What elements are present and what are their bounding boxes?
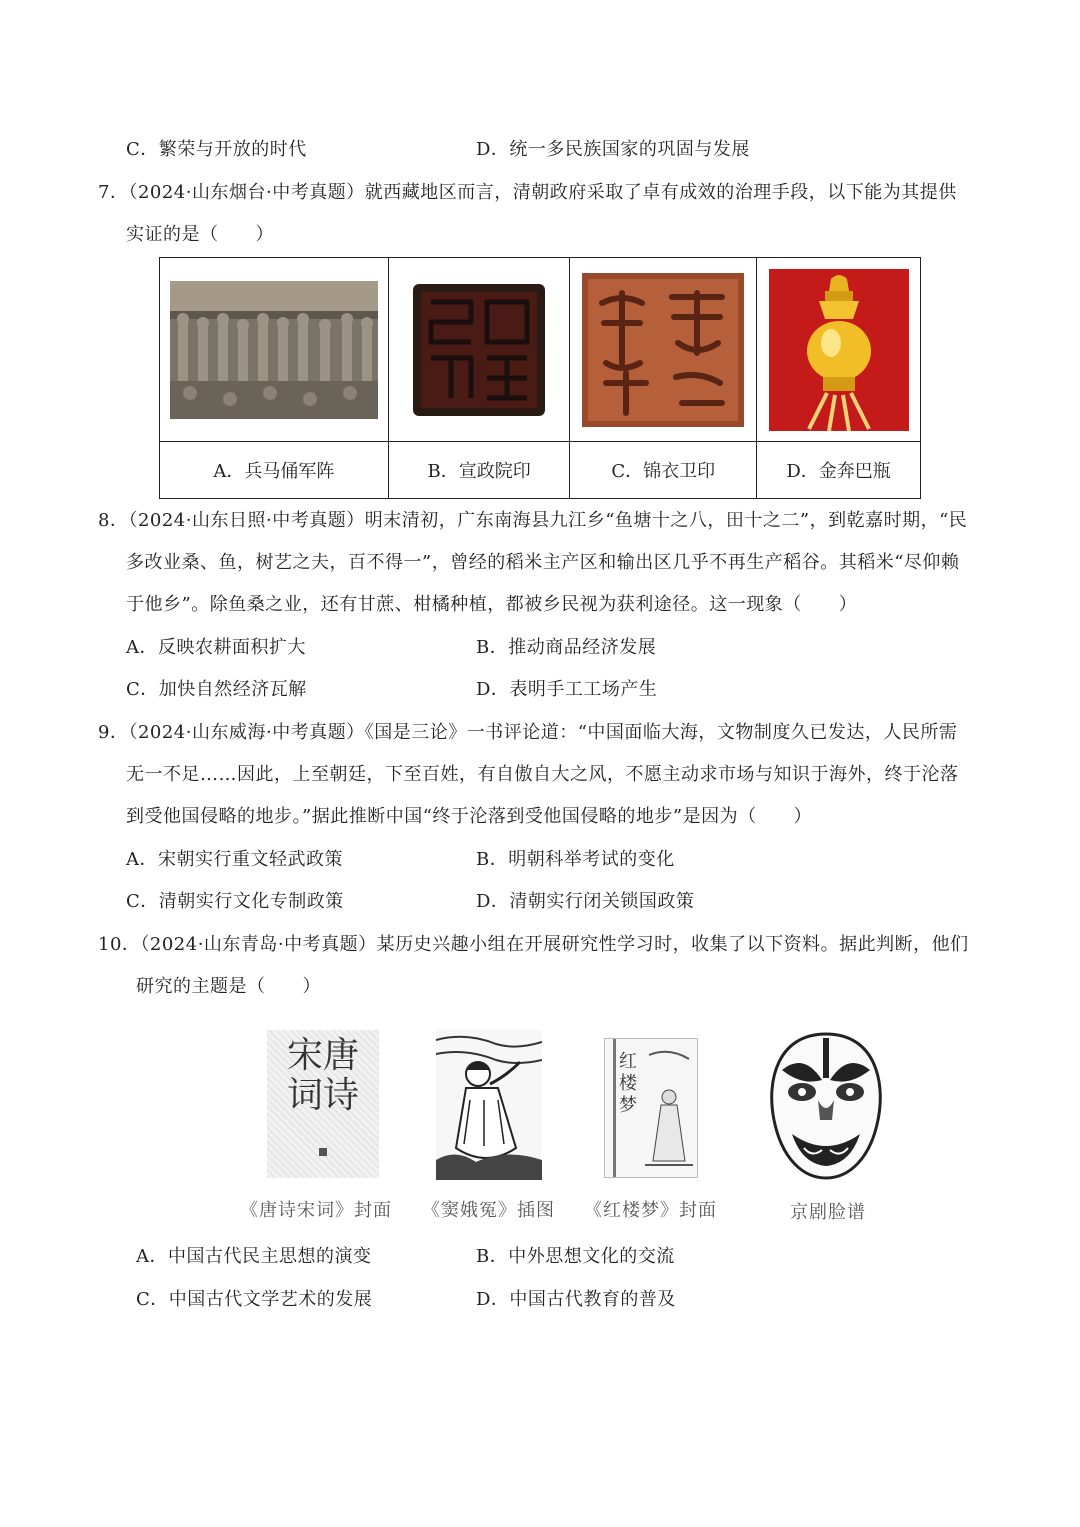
q8-stem-line2: 多改业桑、鱼，树艺之夫，百不得一”，曾经的稻米主产区和输出区几乎不再生产稻谷。其稻米“尽仰赖 <box>126 552 960 573</box>
q8-stem-line1: 8．（2024·山东日照·中考真题）明末清初，广东南海县九江乡“鱼塘十之八，田十之二”，到乾嘉时期，“民 <box>98 510 968 531</box>
q6-option-d: D．统一多民族国家的巩固与发展 <box>476 139 750 160</box>
q8-option-c: C．加快自然经济瓦解 <box>126 679 307 700</box>
q10-stem-line2: 研究的主题是（ ） <box>136 976 321 997</box>
q7-cell-a-image <box>160 258 389 442</box>
q9-option-c: C．清朝实行文化专制政策 <box>126 891 344 912</box>
q9-stem-line2: 无一不足……因此，上至朝廷，下至百姓，有自傲自大之风，不愿主动求市场与知识于海外，终于沦落 <box>126 764 959 785</box>
book3-title: 红楼梦 <box>619 1051 637 1116</box>
q9-option-d: D．清朝实行闭关锁国政策 <box>476 891 695 912</box>
caption-dou-e-illustration: 《窦娥冤》插图 <box>422 1200 555 1221</box>
q6-option-c: C．繁荣与开放的时代 <box>126 139 307 160</box>
xuanzhengyuan-seal-icon <box>411 282 547 418</box>
hong-lou-meng-cover <box>604 1038 698 1178</box>
q7-stem-line1: 7．（2024·山东烟台·中考真题）就西藏地区而言，清朝政府采取了卓有成效的治理手段，以下能为其提供 <box>98 182 957 203</box>
q7-option-b: B．宣政院印 <box>388 442 570 499</box>
dou-e-illustration-icon <box>436 1030 542 1180</box>
caption-tang-song-cover: 《唐诗宋词》封面 <box>240 1200 392 1221</box>
q7-option-c: C．锦衣卫印 <box>570 442 757 499</box>
lady-figure-icon <box>645 1047 693 1173</box>
q7-cell-d-image <box>757 258 921 442</box>
book1-title: 宋唐词诗 <box>287 1035 360 1116</box>
q7-option-d: D．金奔巴瓶 <box>757 442 921 499</box>
q7-option-a: A．兵马俑军阵 <box>160 442 389 499</box>
q7-stem-line2: 实证的是（ ） <box>126 224 274 245</box>
caption-hong-lou-meng-cover: 《红楼梦》封面 <box>584 1200 717 1221</box>
q9-stem-line1: 9．（2024·山东威海·中考真题）《国是三论》一书评论道：“中国面临大海，文物制度久已发达，人民所需 <box>98 722 958 743</box>
peking-opera-mask-icon <box>764 1030 888 1182</box>
q9-stem-line3: 到受他国侵略的地步。”据此推断中国“终于沦落到受他国侵略的地步”是因为（ ） <box>126 806 813 827</box>
q7-cell-c-image <box>570 258 757 442</box>
q8-option-b: B．推动商品经济发展 <box>476 637 657 658</box>
tang-song-book-cover <box>267 1030 379 1178</box>
q7-cell-b-image <box>388 258 570 442</box>
q10-option-c: C．中国古代文学艺术的发展 <box>136 1289 373 1310</box>
q10-option-d: D．中国古代教育的普及 <box>476 1289 676 1310</box>
q10-stem-line1: 10．（2024·山东青岛·中考真题）某历史兴趣小组在开展研究性学习时，收集了以下资料。据此判断，他们 <box>98 934 969 955</box>
terracotta-army-icon <box>170 281 378 419</box>
q10-option-a: A．中国古代民主思想的演变 <box>136 1246 372 1267</box>
q9-option-b: B．明朝科举考试的变化 <box>476 849 675 870</box>
q8-option-d: D．表明手工工场产生 <box>476 679 658 700</box>
book1-seal-icon <box>319 1148 327 1156</box>
q8-option-a: A．反映农耕面积扩大 <box>126 637 306 658</box>
q8-stem-line3: 于他乡”。除鱼桑之业，还有甘蔗、柑橘种植，都被乡民视为获利途径。这一现象（ ） <box>126 594 858 615</box>
q9-option-a: A．宋朝实行重文轻武政策 <box>126 849 343 870</box>
q7-image-table <box>159 257 921 499</box>
q10-option-b: B．中外思想文化的交流 <box>476 1246 675 1267</box>
jinyiwei-seal-icon <box>582 273 744 427</box>
golden-urn-icon <box>769 269 909 431</box>
caption-opera-mask: 京剧脸谱 <box>790 1202 866 1223</box>
